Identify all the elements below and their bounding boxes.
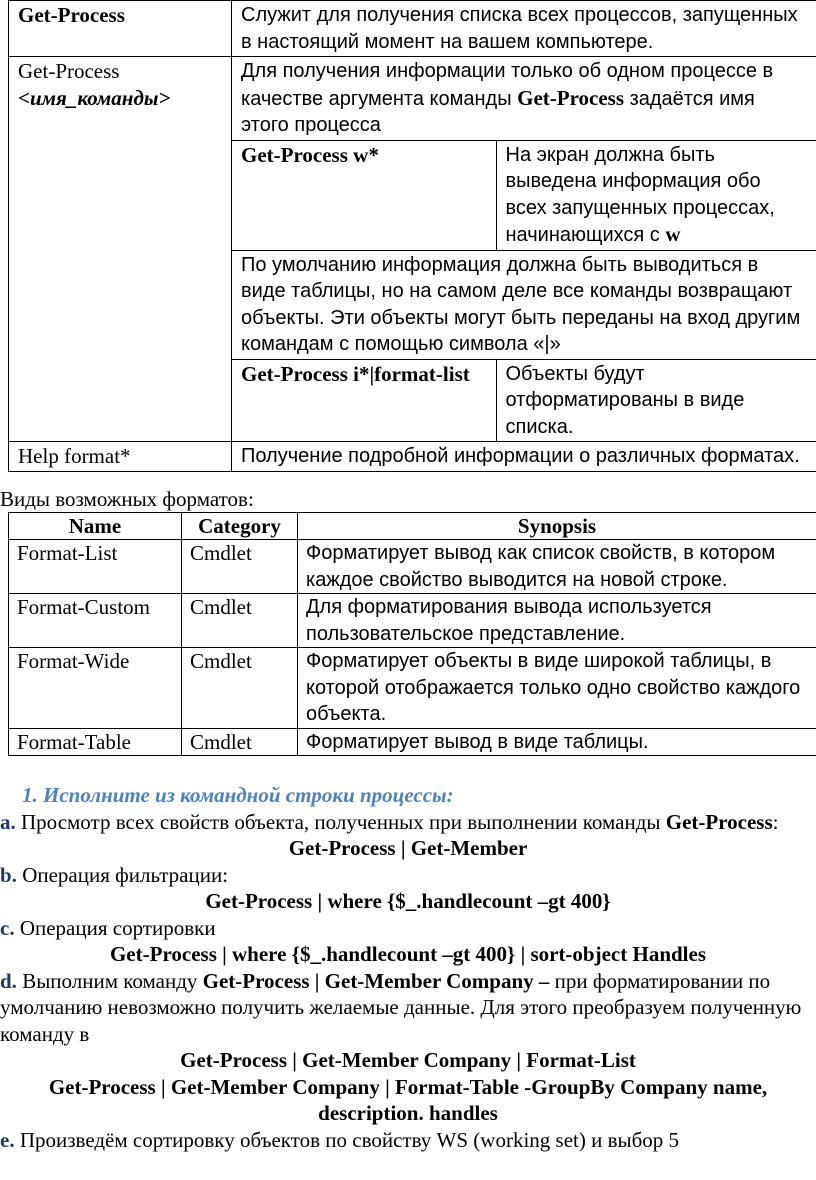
column-header-synopsis: Synopsis — [298, 513, 816, 540]
description-text: Для получения информации только об одном процессе в качестве аргумента команды Get-Process задаётся имя этого процесса — [241, 60, 774, 136]
format-category: Cmdlet — [182, 540, 298, 594]
step-c: c. Операция сортировки — [0, 915, 216, 940]
table-row — [9, 57, 816, 442]
step-a-command: Get-Process | Get-Member — [288, 836, 528, 860]
format-category: Cmdlet — [182, 594, 298, 648]
description-cell: Получение подробной информации о различных форматах. — [232, 442, 816, 472]
format-synopsis: Форматирует вывод как список свойств, в котором каждое свойство выводится на новой строке. — [298, 540, 816, 594]
command-cell: Help format* — [9, 442, 232, 472]
format-synopsis: Для форматирования вывода используется пользовательское представление. — [298, 594, 816, 648]
exercise-heading: 1. Исполните из командной строки процессы: — [22, 783, 454, 807]
description-cell — [232, 57, 816, 442]
format-category: Cmdlet — [182, 648, 298, 729]
command-text: Get-Process — [18, 59, 120, 83]
description-cell: Служит для получения списка всех процессов, запущенных в настоящий момент на вашем компьютере. — [232, 1, 816, 57]
example-description: На экран должна быть выведена информация обо всех запущенных процессах, начинающихся с w — [496, 140, 816, 250]
nested-examples-table — [232, 57, 816, 441]
note-text: По умолчанию информация должна быть выводиться в виде таблицы, но на самом деле все команды возвращают объекты. Эти объекты могут быть переданы на вход другим командам с помощью символа «|» — [232, 250, 816, 359]
table-row — [232, 250, 816, 359]
step-e: e. Произведём сортировку объектов по свойству WS (working set) и выбор 5 — [0, 1127, 680, 1152]
formats-table — [8, 512, 816, 756]
command-cell — [9, 57, 232, 442]
table-row — [232, 359, 816, 441]
command-argument: <имя_команды> — [18, 85, 171, 110]
example-command: Get-Process i*|format-list — [232, 359, 496, 441]
column-header-category: Category — [182, 513, 298, 540]
step-c-command: Get-Process | where {$_.handlecount –gt 400} | sort-object Handles — [109, 942, 707, 966]
format-name: Format-List — [9, 540, 182, 594]
format-synopsis: Форматирует объекты в виде широкой таблицы, в которой отображается только одно свойство каждого объекта. — [298, 648, 816, 729]
format-name: Format-Custom — [9, 594, 182, 648]
step-b-command: Get-Process | where {$_.handlecount –gt 400} — [205, 889, 611, 913]
table-row — [232, 140, 816, 250]
table-row — [9, 648, 816, 729]
step-d-command-2: Get-Process | Get-Member Company | Format-Table -GroupBy Company name, description. handles — [48, 1074, 768, 1125]
exercise-section — [0, 782, 816, 1153]
example-command: Get-Process w* — [232, 140, 496, 250]
table-row — [9, 442, 816, 472]
example-description: Объекты будут отформатированы в виде списка. — [496, 359, 816, 441]
step-b: b. Операция фильтрации: — [0, 862, 229, 887]
step-d: d. Выполним команду Get-Process | Get-Member Company – при форматировании по умолчанию невозможно получить желаемые данные. Для этого преобразуем полученную команду в — [0, 968, 802, 1046]
table-row — [9, 728, 816, 756]
format-name: Format-Table — [9, 728, 182, 756]
format-name: Format-Wide — [9, 648, 182, 729]
format-synopsis: Форматирует вывод в виде таблицы. — [298, 728, 816, 756]
table-row — [9, 594, 816, 648]
step-d-command-1: Get-Process | Get-Member Company | Format-List — [180, 1048, 636, 1072]
commands-table — [8, 0, 816, 472]
table-header-row — [9, 513, 816, 540]
command-cell — [9, 1, 232, 57]
table-row — [232, 57, 816, 140]
table-row — [9, 540, 816, 594]
format-category: Cmdlet — [182, 728, 298, 756]
command-text: Get-Process — [18, 3, 125, 27]
step-a: a. Просмотр всех свойств объекта, полученных при выполнении команды Get-Process: — [0, 809, 779, 834]
column-header-name: Name — [9, 513, 182, 540]
table-row — [9, 1, 816, 57]
formats-caption: Виды возможных форматов: — [0, 487, 254, 511]
